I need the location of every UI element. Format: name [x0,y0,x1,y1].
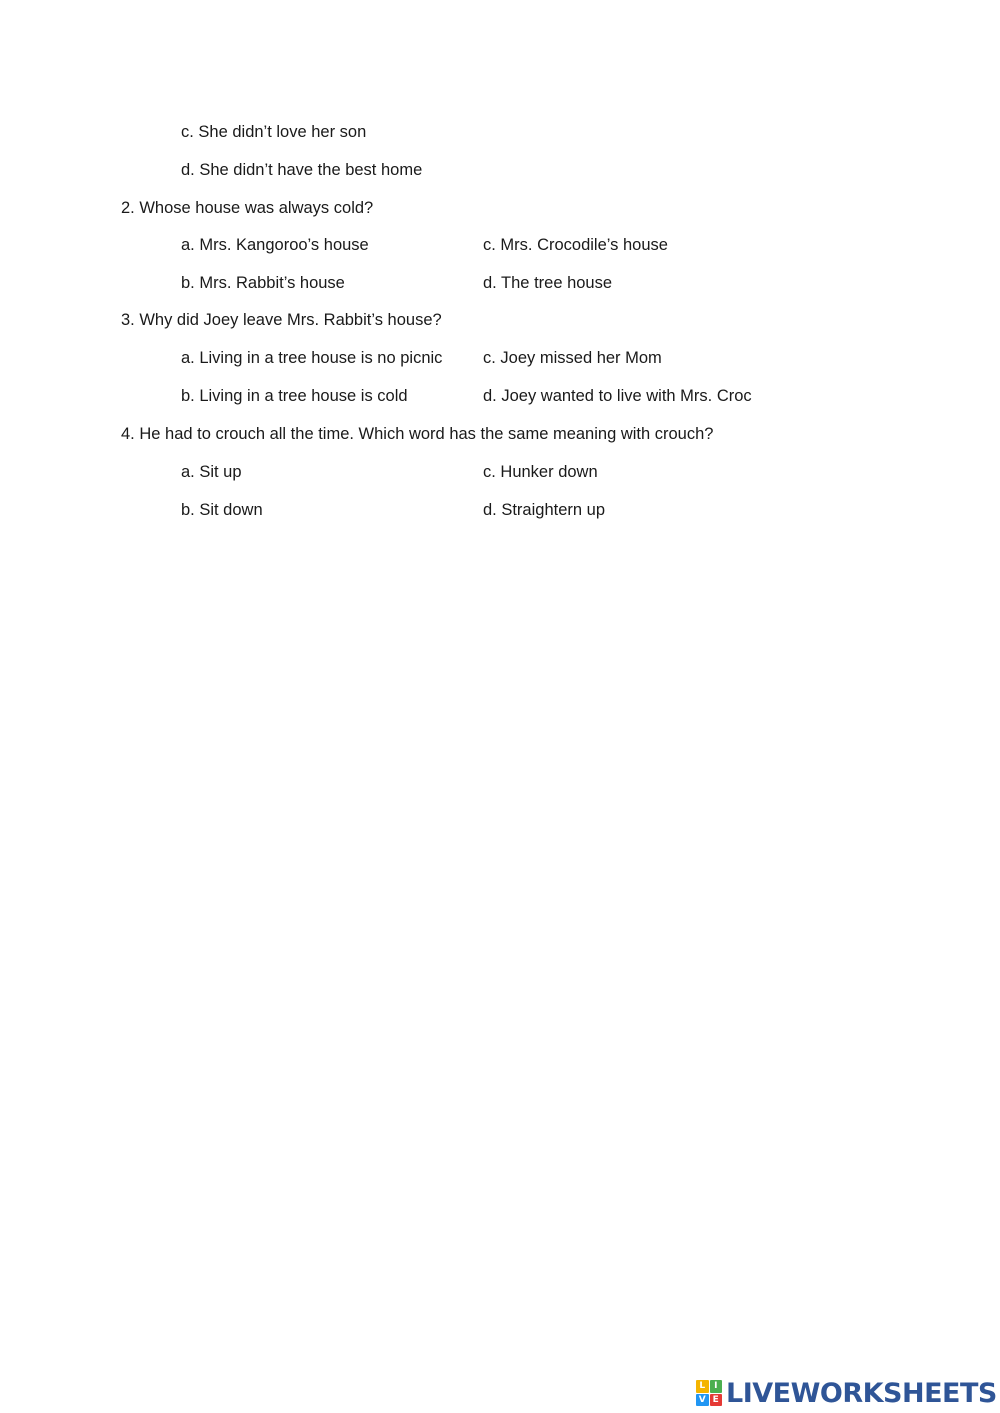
q2-option-c: c. Mrs. Crocodile’s house [483,236,668,254]
logo-letter-v: V [696,1394,709,1407]
logo-letter-l: L [696,1380,709,1393]
q1-option-d: d. She didn’t have the best home [181,161,423,179]
brand-wordmark: LIVEWORKSHEETS [726,1377,997,1409]
q1-option-c: c. She didn’t love her son [181,123,367,141]
logo-letter-e: E [710,1394,723,1407]
q4-option-d: d. Straightern up [483,501,605,519]
liveworksheets-brand [696,1376,997,1410]
question-2: 2. Whose house was always cold? [121,199,374,217]
q2-option-a: a. Mrs. Kangoroo’s house [181,236,369,254]
q3-option-b: b. Living in a tree house is cold [181,387,408,405]
q4-option-a: a. Sit up [181,463,242,481]
q3-option-a: a. Living in a tree house is no picnic [181,349,443,367]
liveworksheets-logo-icon [696,1380,722,1406]
logo-letter-i: I [710,1380,723,1393]
question-3: 3. Why did Joey leave Mrs. Rabbit’s house? [121,311,442,329]
q2-option-d: d. The tree house [483,274,613,292]
q2-option-b: b. Mrs. Rabbit’s house [181,274,345,292]
q3-option-c: c. Joey missed her Mom [483,349,662,367]
q4-option-c: c. Hunker down [483,463,598,481]
q4-option-b: b. Sit down [181,501,263,519]
q3-option-d: d. Joey wanted to live with Mrs. Croc [483,387,752,405]
question-4: 4. He had to crouch all the time. Which word has the same meaning with crouch? [121,425,714,443]
